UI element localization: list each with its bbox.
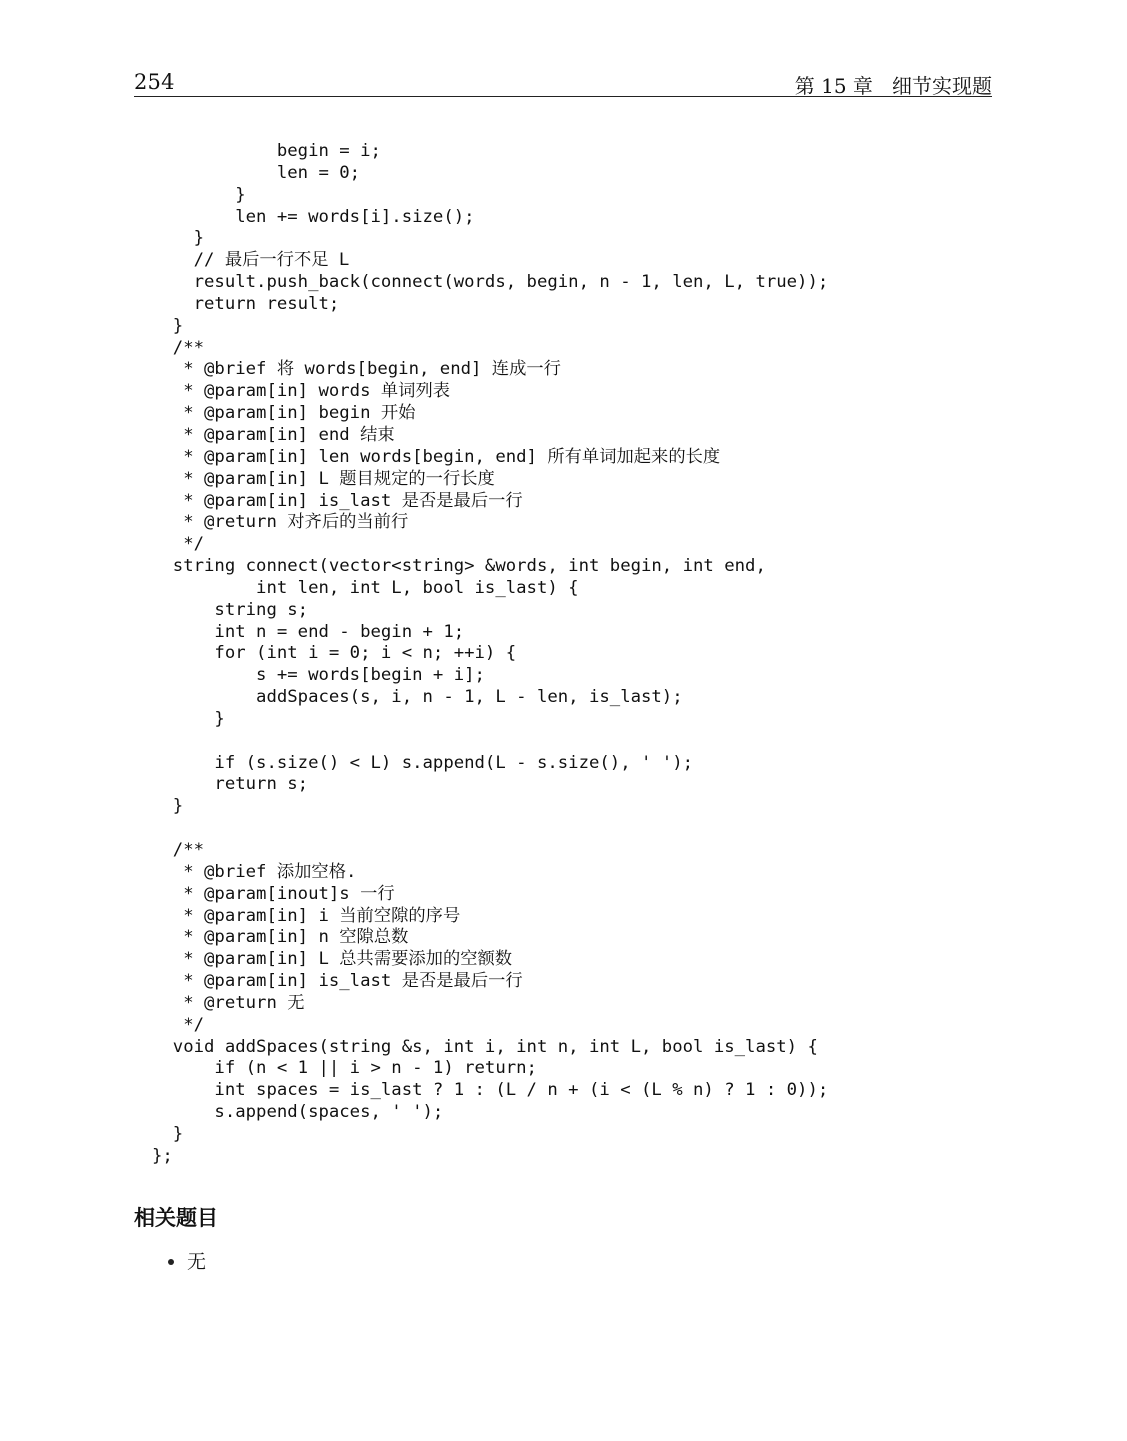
code-line: }; — [152, 1145, 173, 1166]
code-line: * @param[in] begin 开始 — [152, 403, 416, 424]
page-header — [134, 66, 992, 97]
code-line: } — [152, 184, 246, 205]
code-line: void addSpaces(string &s, int i, int n, int L, bool is_last) { — [152, 1036, 818, 1057]
code-line: * @param[in] is_last 是否是最后一行 — [152, 971, 523, 992]
code-line: s += words[begin + i]; — [152, 665, 485, 686]
code-line: * @return 对齐后的当前行 — [152, 512, 409, 533]
code-line: /** — [152, 840, 205, 860]
code-line: /** — [152, 337, 205, 358]
code-line: s.append(spaces, ' '); — [152, 1102, 444, 1123]
code-line: } — [152, 708, 225, 729]
code-line: int len, int L, bool is_last) { — [152, 577, 579, 598]
code-line — [152, 818, 992, 840]
code-line: // 最后一行不足 L — [152, 250, 350, 271]
code-line: * @param[in] i 当前空隙的序号 — [152, 905, 461, 926]
code-line: string s; — [152, 599, 309, 620]
code-line — [152, 731, 992, 753]
code-line: * @brief 添加空格. — [152, 861, 357, 882]
code-line: * @return 无 — [152, 992, 305, 1013]
code-line: * @param[in] n 空隙总数 — [152, 927, 409, 948]
code-line: string connect(vector<string> &words, int begin, int end, — [152, 556, 766, 577]
code-line: } — [152, 315, 184, 336]
code-line: return result; — [152, 293, 340, 314]
code-line: * @param[in] words 单词列表 — [152, 381, 451, 402]
code-line: len = 0; — [152, 162, 361, 183]
code-line: if (n < 1 || i > n - 1) return; — [152, 1058, 537, 1079]
code-line: * @param[in] end 结束 — [152, 424, 395, 445]
section-heading-related: 相关题目 — [134, 1206, 218, 1230]
code-listing — [152, 141, 992, 1168]
list-item — [168, 1247, 206, 1274]
bullet-icon — [168, 1259, 174, 1265]
chapter-title: 第 15 章 细节实现题 — [794, 74, 992, 98]
code-line: * @param[inout]s 一行 — [152, 883, 395, 904]
code-line: int spaces = is_last ? 1 : (L / n + (i < (L % n) ? 1 : 0)); — [152, 1080, 829, 1101]
list-item-text: 无 — [187, 1251, 207, 1273]
code-line: * @param[in] L 总共需要添加的空额数 — [152, 949, 513, 970]
related-problems-list — [168, 1247, 206, 1274]
code-line: result.push_back(connect(words, begin, n - 1, len, L, true)); — [152, 272, 829, 293]
code-line: * @brief 将 words[begin, end] 连成一行 — [152, 359, 561, 380]
code-line: } — [152, 796, 184, 817]
code-line: return s; — [152, 774, 309, 795]
code-line: for (int i = 0; i < n; ++i) { — [152, 643, 517, 664]
code-line: begin = i; — [152, 141, 381, 161]
code-line: int n = end - begin + 1; — [152, 621, 465, 642]
code-line: */ — [152, 534, 205, 555]
code-line: * @param[in] len words[begin, end] 所有单词加起来的长度 — [152, 446, 721, 467]
code-line: addSpaces(s, i, n - 1, L - len, is_last); — [152, 687, 683, 708]
code-line: len += words[i].size(); — [152, 206, 475, 227]
page-number: 254 — [134, 70, 175, 94]
code-line: * @param[in] is_last 是否是最后一行 — [152, 490, 523, 511]
code-line: */ — [152, 1014, 205, 1035]
code-line: * @param[in] L 题目规定的一行长度 — [152, 468, 495, 489]
code-line: } — [152, 1123, 184, 1144]
code-line: if (s.size() < L) s.append(L - s.size(), ' '); — [152, 752, 694, 773]
code-line: } — [152, 228, 205, 249]
